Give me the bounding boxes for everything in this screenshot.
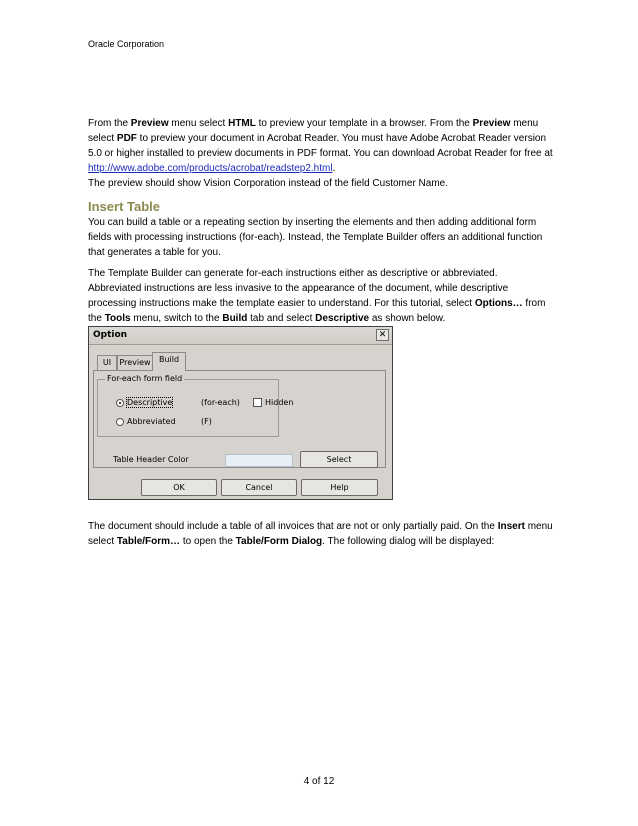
- table-header-color-swatch: [225, 454, 293, 467]
- cancel-button[interactable]: Cancel: [221, 479, 297, 496]
- ok-button[interactable]: OK: [141, 479, 217, 496]
- descriptive-radio[interactable]: [116, 399, 124, 407]
- insert-table-intro: You can build a table or a repeating section by inserting the elements and then adding additional form fields with processing instructions (for-each). Instead, the Template Builder offers an additional function that generates a table for you.: [88, 217, 543, 258]
- for-each-groupbox: [97, 379, 279, 437]
- tab-ui[interactable]: UI: [97, 355, 117, 370]
- descriptive-label[interactable]: Descriptive: [127, 398, 173, 407]
- help-button[interactable]: Help: [301, 479, 378, 496]
- abbreviated-label[interactable]: Abbreviated: [127, 417, 176, 426]
- tab-preview[interactable]: Preview: [117, 355, 153, 370]
- preview-paragraph: From the Preview menu select HTML to preview your template in a browser. From the Preview menu select PDF to preview your document in Acrobat Reader. You must have Adobe Acrobat Reader version 5.0 or higher installed to preview documents in PDF format. You can download Acrobat Reader for free at http://www.adobe.com/products/acrobat/readstep2.html.: [88, 118, 553, 174]
- hidden-label: Hidden: [265, 398, 294, 407]
- adobe-reader-link[interactable]: http://www.adobe.com/products/acrobat/readstep2.html: [88, 163, 333, 174]
- dialog-title: Option: [93, 330, 128, 340]
- page-header: Oracle Corporation: [88, 39, 165, 49]
- close-icon[interactable]: ✕: [376, 329, 389, 341]
- preview-note-paragraph: The preview should show Vision Corporation instead of the field Customer Name.: [88, 178, 448, 189]
- option-dialog: [88, 326, 393, 500]
- group-label: For-each form field: [107, 374, 183, 383]
- table-header-color-label: Table Header Color: [113, 455, 189, 464]
- tab-build[interactable]: Build: [152, 352, 186, 371]
- abbreviated-code: (F): [201, 417, 212, 426]
- section-title: Insert Table: [88, 199, 161, 214]
- dialog-titlebar: [89, 327, 392, 345]
- options-instructions: The Template Builder can generate for-each instructions either as descriptive or abbreviated. Abbreviated instructions are less invasive to the appearance of the document, while descriptive processing instructions make the template easier to understand. For this tutorial, select Options… from the Tools menu, switch to the Build tab and select Descriptive as shown below.: [88, 268, 546, 324]
- select-button[interactable]: Select: [300, 451, 378, 468]
- hidden-checkbox[interactable]: [253, 398, 262, 407]
- descriptive-code: (for-each): [201, 398, 240, 407]
- insert-table-paragraph: The document should include a table of all invoices that are not or only partially paid. On the Insert menu select Table/Form… to open the Table/Form Dialog. The following dialog will be displayed:: [88, 521, 553, 547]
- page-number: 4 of 12: [303, 776, 335, 787]
- abbreviated-radio[interactable]: [116, 418, 124, 426]
